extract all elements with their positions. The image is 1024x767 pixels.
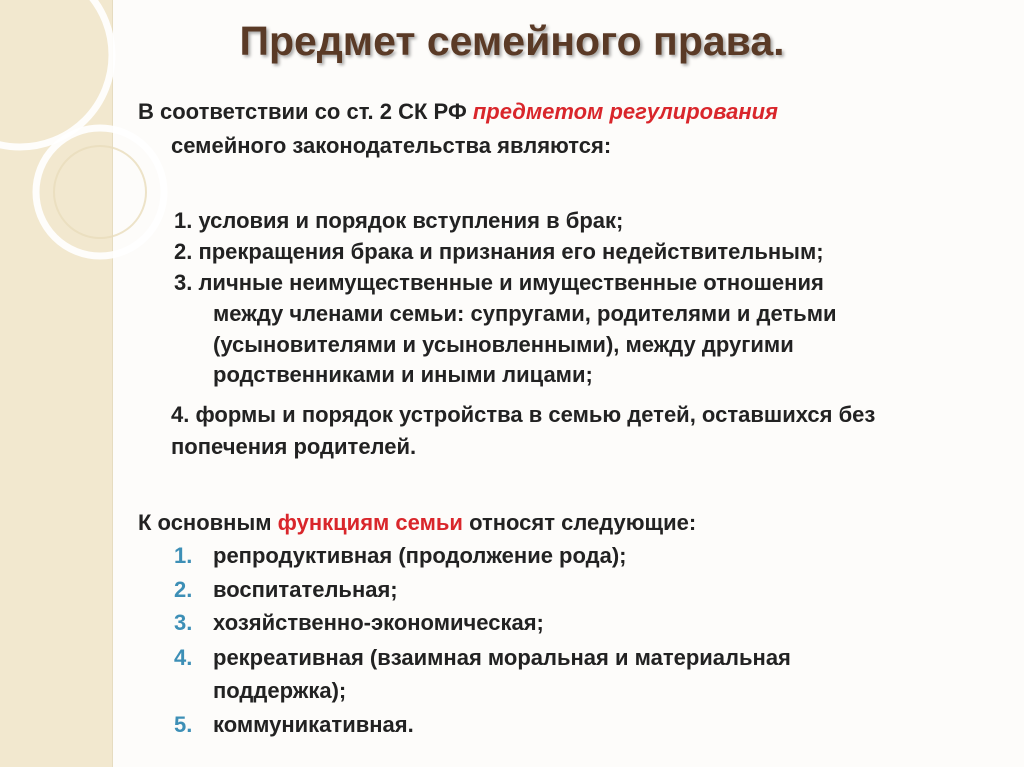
function-item-2: воспитательная; — [213, 577, 398, 602]
function-number-2: 2. — [174, 577, 193, 602]
function-number-1: 1. — [174, 543, 193, 568]
subject-item-3-line-3: (усыновителями и усыновленными), между другими — [213, 332, 794, 357]
function-item-4: рекреативная (взаимная моральная и материальная — [213, 645, 791, 670]
page-title: Предмет семейного права. — [239, 18, 785, 64]
functions-intro — [138, 510, 696, 536]
function-item-4-line-2: поддержка); — [213, 678, 347, 703]
intro-line-2: семейного законодательства являются: — [171, 133, 612, 158]
function-item-5: коммуникативная. — [213, 712, 414, 737]
intro-line-1 — [138, 99, 778, 125]
subject-item-3-line-2: между членами семьи: супругами, родителями и детьми — [213, 301, 837, 326]
subject-item-4-line-2: попечения родителей. — [171, 434, 417, 459]
function-item-1: репродуктивная (продолжение рода); — [213, 543, 627, 568]
subject-item-3-line-4: родственниками и иными лицами; — [213, 362, 593, 387]
function-number-4: 4. — [174, 645, 193, 670]
function-number-3: 3. — [174, 610, 193, 635]
subject-item-1: 1. условия и порядок вступления в брак; — [174, 208, 624, 233]
intro-text: В соответствии со ст. 2 СК РФ — [138, 99, 467, 124]
functions-intro-highlight: функциям семьи — [277, 510, 463, 535]
function-item-3: хозяйственно-экономическая; — [213, 610, 544, 635]
functions-intro-text: К основным — [138, 510, 272, 535]
intro-highlight: предметом регулирования — [472, 99, 779, 124]
subject-item-3: 3. личные неимущественные и имущественные отношения — [174, 270, 824, 295]
functions-intro-text-after: относят следующие: — [469, 510, 697, 535]
function-number-5: 5. — [174, 712, 193, 737]
subject-item-4: 4. формы и порядок устройства в семью детей, оставшихся без — [171, 402, 876, 427]
subject-item-2: 2. прекращения брака и признания его недействительным; — [174, 239, 824, 264]
